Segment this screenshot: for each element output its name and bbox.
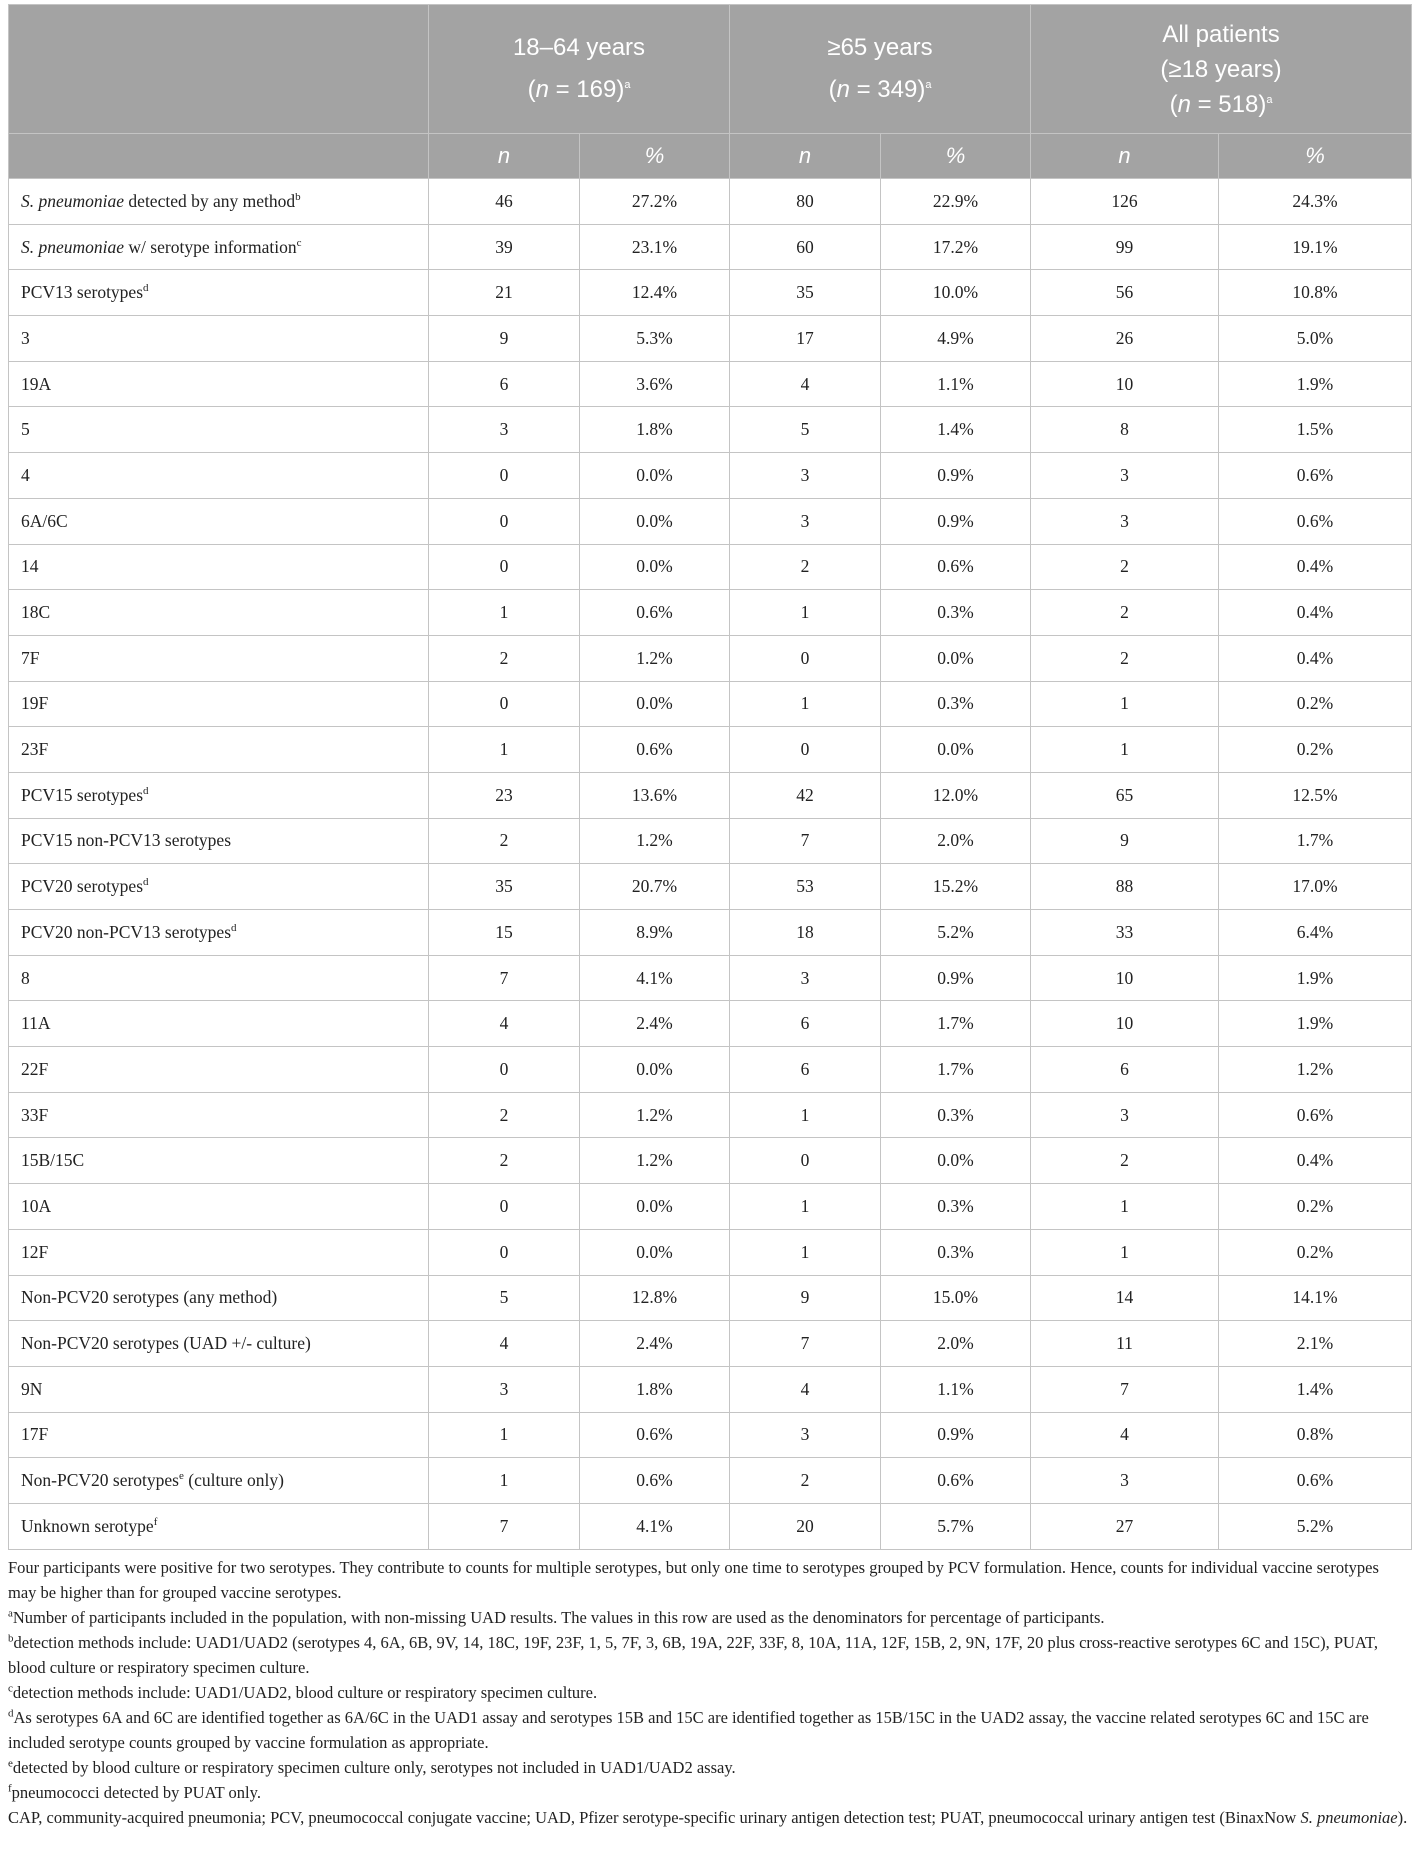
cell-percent: 1.2%: [580, 1092, 730, 1138]
cell-count: 23: [429, 772, 580, 818]
cell-percent: 0.3%: [881, 681, 1031, 727]
row-label: 3: [9, 316, 429, 362]
footnote-d: $^d$As serotypes 6A and 6C are identified together as 6A/6C in the UAD1 assay and serotypes 15B and 15C are identified together as 15B/15C in the UAD2 assay, the vaccine related serotypes 6C and 15C are included serotype counts grouped by vaccine formulation as appropriate.: [8, 1707, 1369, 1752]
cell-percent: 17.0%: [1219, 864, 1412, 910]
footnote-b: $^b$detection methods include: UAD1/UAD2 (serotypes 4, 6A, 6B, 9V, 14, 18C, 19F, 23F, 1, 5, 7F, 3, 6B, 19A, 22F, 33F, 8, 10A, 11A, 12F, 15B, 2, 9N, 17F, 20 plus cross-reactive serotypes 6C and 15C), PUAT, blood culture or respiratory specimen culture.: [8, 1632, 1378, 1677]
cell-percent: 0.6%: [1219, 498, 1412, 544]
table-row: [9, 635, 1412, 681]
cell-count: 4: [730, 361, 881, 407]
table-row: [9, 453, 1412, 499]
cell-count: 0: [429, 1047, 580, 1093]
cell-count: 4: [730, 1366, 881, 1412]
cell-count: 27: [1031, 1503, 1219, 1549]
cell-percent: 4.1%: [580, 955, 730, 1001]
table-row: [9, 1321, 1412, 1367]
cell-count: 1: [429, 1458, 580, 1504]
cell-percent: 0.6%: [580, 1412, 730, 1458]
cell-count: 20: [730, 1503, 881, 1549]
cell-percent: 0.6%: [580, 1458, 730, 1504]
row-label: 4: [9, 453, 429, 499]
row-label: S. pneumoniae w/ serotype information$^c$: [9, 224, 429, 270]
footnote-c: $^c$detection methods include: UAD1/UAD2, blood culture or respiratory specimen culture.: [8, 1682, 598, 1702]
cell-percent: 0.9%: [881, 453, 1031, 499]
cell-percent: 1.7%: [881, 1047, 1031, 1093]
cell-count: 3: [730, 1412, 881, 1458]
cell-count: 0: [429, 498, 580, 544]
row-label: 17F: [9, 1412, 429, 1458]
cell-count: 2: [429, 1092, 580, 1138]
cell-percent: 10.8%: [1219, 270, 1412, 316]
cell-percent: 0.2%: [1219, 681, 1412, 727]
table-row: [9, 1458, 1412, 1504]
table-row: [9, 1092, 1412, 1138]
cell-percent: 1.2%: [580, 818, 730, 864]
cell-percent: 1.9%: [1219, 361, 1412, 407]
cell-percent: 20.7%: [580, 864, 730, 910]
cell-percent: 17.2%: [881, 224, 1031, 270]
cell-count: 2: [730, 1458, 881, 1504]
cell-percent: 0.0%: [580, 681, 730, 727]
cell-count: 7: [730, 818, 881, 864]
cell-count: 1: [1031, 1229, 1219, 1275]
table-row: [9, 1503, 1412, 1549]
cell-percent: 0.3%: [881, 590, 1031, 636]
table-row: [9, 270, 1412, 316]
cell-percent: 0.0%: [881, 635, 1031, 681]
table-row: [9, 407, 1412, 453]
cell-count: 1: [730, 681, 881, 727]
row-label: 9N: [9, 1366, 429, 1412]
cell-percent: 0.4%: [1219, 544, 1412, 590]
cell-count: 35: [429, 864, 580, 910]
table-row: [9, 1366, 1412, 1412]
group-header-row: [9, 5, 1412, 134]
cell-percent: 2.1%: [1219, 1321, 1412, 1367]
cell-count: 10: [1031, 1001, 1219, 1047]
cell-percent: 0.0%: [580, 453, 730, 499]
subheader-pct: %: [1219, 134, 1412, 179]
cell-percent: 24.3%: [1219, 179, 1412, 225]
cell-count: 6: [730, 1047, 881, 1093]
table-body: [9, 179, 1412, 1550]
row-label: PCV20 serotypes$^d$: [9, 864, 429, 910]
table-row: [9, 590, 1412, 636]
cell-count: 4: [429, 1321, 580, 1367]
table-row: [9, 727, 1412, 773]
cell-count: 6: [429, 361, 580, 407]
cell-percent: 0.9%: [881, 498, 1031, 544]
cell-count: 0: [429, 453, 580, 499]
cell-percent: 1.2%: [580, 1138, 730, 1184]
row-label: Non-PCV20 serotypes$^e$ (culture only): [9, 1458, 429, 1504]
header-all-patients: All patients (≥18 years) (n = 518)$^a$: [1031, 5, 1412, 134]
cell-percent: 1.2%: [1219, 1047, 1412, 1093]
cell-percent: 0.9%: [881, 1412, 1031, 1458]
cell-count: 2: [1031, 590, 1219, 636]
cell-count: 3: [730, 453, 881, 499]
cell-percent: 22.9%: [881, 179, 1031, 225]
row-label: 8: [9, 955, 429, 1001]
row-label: S. pneumoniae detected by any method$^b$: [9, 179, 429, 225]
cell-percent: 12.0%: [881, 772, 1031, 818]
cell-percent: 1.8%: [580, 407, 730, 453]
table-row: [9, 681, 1412, 727]
header-65-plus: ≥65 years (n = 349)$^a$: [730, 5, 1031, 134]
cell-percent: 14.1%: [1219, 1275, 1412, 1321]
cell-count: 10: [1031, 955, 1219, 1001]
row-label: 7F: [9, 635, 429, 681]
cell-count: 1: [429, 1412, 580, 1458]
cell-percent: 1.7%: [881, 1001, 1031, 1047]
cell-count: 15: [429, 910, 580, 956]
cell-percent: 3.6%: [580, 361, 730, 407]
footnote-intro: Four participants were positive for two serotypes. They contribute to counts for multiple serotypes, but only one time to serotypes grouped by PCV formulation. Hence, counts for individual vaccine serotypes may be higher than for grouped vaccine serotypes.: [8, 1558, 1379, 1602]
cell-percent: 0.0%: [580, 1047, 730, 1093]
cell-count: 26: [1031, 316, 1219, 362]
row-label: PCV15 non-PCV13 serotypes: [9, 818, 429, 864]
table-row: [9, 1275, 1412, 1321]
table-footnotes: [8, 1555, 1408, 1830]
cell-percent: 0.3%: [881, 1229, 1031, 1275]
cell-count: 53: [730, 864, 881, 910]
cell-percent: 1.4%: [881, 407, 1031, 453]
cell-count: 1: [1031, 727, 1219, 773]
cell-count: 0: [429, 681, 580, 727]
row-label: Non-PCV20 serotypes (UAD +/- culture): [9, 1321, 429, 1367]
cell-percent: 1.8%: [580, 1366, 730, 1412]
cell-percent: 1.5%: [1219, 407, 1412, 453]
cell-count: 14: [1031, 1275, 1219, 1321]
cell-count: 2: [429, 635, 580, 681]
cell-count: 8: [1031, 407, 1219, 453]
cell-count: 9: [429, 316, 580, 362]
table-row: [9, 818, 1412, 864]
cell-percent: 5.3%: [580, 316, 730, 362]
row-label: 10A: [9, 1184, 429, 1230]
cell-count: 10: [1031, 361, 1219, 407]
table-row: [9, 179, 1412, 225]
cell-count: 6: [730, 1001, 881, 1047]
cell-percent: 0.3%: [881, 1092, 1031, 1138]
cell-percent: 0.2%: [1219, 1229, 1412, 1275]
table-row: [9, 1047, 1412, 1093]
footnote-a: $^a$Number of participants included in the population, with non-missing UAD results. The values in this row are used as the denominators for percentage of participants.: [8, 1607, 1105, 1627]
row-label: 19A: [9, 361, 429, 407]
cell-count: 7: [1031, 1366, 1219, 1412]
cell-count: 65: [1031, 772, 1219, 818]
cell-percent: 1.1%: [881, 361, 1031, 407]
cell-percent: 1.7%: [1219, 818, 1412, 864]
cell-count: 126: [1031, 179, 1219, 225]
row-label: PCV13 serotypes$^d$: [9, 270, 429, 316]
header-blank: [9, 5, 429, 134]
cell-count: 1: [429, 590, 580, 636]
cell-percent: 1.4%: [1219, 1366, 1412, 1412]
cell-percent: 10.0%: [881, 270, 1031, 316]
subheader-n: n: [429, 134, 580, 179]
cell-count: 3: [429, 407, 580, 453]
table-row: [9, 361, 1412, 407]
cell-count: 0: [429, 1229, 580, 1275]
cell-count: 9: [1031, 818, 1219, 864]
cell-percent: 2.4%: [580, 1001, 730, 1047]
cell-count: 18: [730, 910, 881, 956]
cell-percent: 0.2%: [1219, 1184, 1412, 1230]
footnote-e: $^e$detected by blood culture or respiratory specimen culture only, serotypes not included in UAD1/UAD2 assay.: [8, 1757, 736, 1777]
cell-count: 4: [429, 1001, 580, 1047]
cell-count: 3: [730, 955, 881, 1001]
cell-percent: 0.6%: [580, 590, 730, 636]
cell-percent: 19.1%: [1219, 224, 1412, 270]
cell-percent: 2.0%: [881, 1321, 1031, 1367]
cell-count: 17: [730, 316, 881, 362]
cell-count: 39: [429, 224, 580, 270]
footnote-f: $^f$pneumococci detected by PUAT only.: [8, 1782, 261, 1802]
cell-count: 0: [730, 727, 881, 773]
cell-percent: 15.0%: [881, 1275, 1031, 1321]
cell-count: 7: [730, 1321, 881, 1367]
row-label: 22F: [9, 1047, 429, 1093]
cell-count: 88: [1031, 864, 1219, 910]
cell-count: 3: [730, 498, 881, 544]
table-row: [9, 224, 1412, 270]
cell-count: 9: [730, 1275, 881, 1321]
cell-percent: 0.2%: [1219, 727, 1412, 773]
row-label: 33F: [9, 1092, 429, 1138]
cell-count: 4: [1031, 1412, 1219, 1458]
cell-percent: 1.1%: [881, 1366, 1031, 1412]
cell-percent: 5.0%: [1219, 316, 1412, 362]
cell-count: 3: [1031, 1092, 1219, 1138]
cell-count: 2: [1031, 1138, 1219, 1184]
table-row: [9, 544, 1412, 590]
table-row: [9, 1184, 1412, 1230]
table-row: [9, 910, 1412, 956]
row-label: Non-PCV20 serotypes (any method): [9, 1275, 429, 1321]
cell-count: 21: [429, 270, 580, 316]
cell-count: 2: [1031, 544, 1219, 590]
cell-count: 46: [429, 179, 580, 225]
cell-percent: 0.0%: [580, 1229, 730, 1275]
cell-count: 42: [730, 772, 881, 818]
cell-count: 5: [429, 1275, 580, 1321]
footnote-abbreviations: CAP, community-acquired pneumonia; PCV, pneumococcal conjugate vaccine; UAD, Pfizer serotype-specific urinary antigen detection test; PUAT, pneumococcal urinary antigen test (BinaxNow S. pneumoniae).: [8, 1808, 1408, 1827]
cell-count: 1: [730, 590, 881, 636]
table-row: [9, 316, 1412, 362]
cell-percent: 13.6%: [580, 772, 730, 818]
cell-percent: 1.9%: [1219, 1001, 1412, 1047]
cell-count: 0: [429, 1184, 580, 1230]
row-label: 12F: [9, 1229, 429, 1275]
cell-count: 1: [1031, 1184, 1219, 1230]
cell-percent: 5.7%: [881, 1503, 1031, 1549]
cell-count: 1: [730, 1184, 881, 1230]
cell-percent: 2.0%: [881, 818, 1031, 864]
cell-count: 2: [429, 818, 580, 864]
cell-percent: 0.6%: [1219, 1458, 1412, 1504]
cell-percent: 0.6%: [1219, 1092, 1412, 1138]
table-row: [9, 955, 1412, 1001]
cell-count: 11: [1031, 1321, 1219, 1367]
cell-percent: 23.1%: [580, 224, 730, 270]
cell-percent: 5.2%: [881, 910, 1031, 956]
row-label: 6A/6C: [9, 498, 429, 544]
cell-percent: 0.0%: [580, 1184, 730, 1230]
cell-count: 3: [1031, 453, 1219, 499]
cell-percent: 6.4%: [1219, 910, 1412, 956]
cell-percent: 0.0%: [580, 544, 730, 590]
row-label: 19F: [9, 681, 429, 727]
cell-percent: 0.4%: [1219, 635, 1412, 681]
cell-count: 3: [429, 1366, 580, 1412]
cell-percent: 12.8%: [580, 1275, 730, 1321]
cell-count: 3: [1031, 1458, 1219, 1504]
cell-percent: 0.4%: [1219, 590, 1412, 636]
row-label: PCV15 serotypes$^d$: [9, 772, 429, 818]
cell-percent: 0.6%: [881, 1458, 1031, 1504]
cell-percent: 0.4%: [1219, 1138, 1412, 1184]
cell-percent: 27.2%: [580, 179, 730, 225]
cell-percent: 0.6%: [580, 727, 730, 773]
cell-count: 3: [1031, 498, 1219, 544]
cell-percent: 0.6%: [881, 544, 1031, 590]
cell-percent: 5.2%: [1219, 1503, 1412, 1549]
row-label: 15B/15C: [9, 1138, 429, 1184]
cell-percent: 12.5%: [1219, 772, 1412, 818]
header-18-64: 18–64 years (n = 169)$^a$: [429, 5, 730, 134]
cell-count: 2: [429, 1138, 580, 1184]
row-label: 11A: [9, 1001, 429, 1047]
table-row: [9, 772, 1412, 818]
table-row: [9, 864, 1412, 910]
table-row: [9, 1001, 1412, 1047]
row-label: 5: [9, 407, 429, 453]
cell-percent: 0.0%: [580, 498, 730, 544]
cell-count: 1: [730, 1229, 881, 1275]
cell-count: 1: [1031, 681, 1219, 727]
cell-percent: 12.4%: [580, 270, 730, 316]
table-row: [9, 1229, 1412, 1275]
cell-count: 2: [1031, 635, 1219, 681]
subheader-n: n: [1031, 134, 1219, 179]
cell-count: 33: [1031, 910, 1219, 956]
cell-count: 60: [730, 224, 881, 270]
cell-percent: 0.0%: [881, 727, 1031, 773]
subheader-pct: %: [881, 134, 1031, 179]
cell-percent: 0.9%: [881, 955, 1031, 1001]
cell-count: 80: [730, 179, 881, 225]
subheader-blank: [9, 134, 429, 179]
cell-count: 99: [1031, 224, 1219, 270]
cell-percent: 4.9%: [881, 316, 1031, 362]
cell-count: 0: [730, 635, 881, 681]
row-label: 23F: [9, 727, 429, 773]
table-row: [9, 498, 1412, 544]
table-row: [9, 1138, 1412, 1184]
cell-count: 0: [429, 544, 580, 590]
cell-percent: 2.4%: [580, 1321, 730, 1367]
cell-count: 7: [429, 1503, 580, 1549]
cell-count: 35: [730, 270, 881, 316]
subheader-n: n: [730, 134, 881, 179]
serotype-table: [8, 4, 1412, 1550]
cell-count: 1: [730, 1092, 881, 1138]
cell-percent: 4.1%: [580, 1503, 730, 1549]
subheader-row: [9, 134, 1412, 179]
cell-percent: 8.9%: [580, 910, 730, 956]
row-label: Unknown serotype$^f$: [9, 1503, 429, 1549]
cell-count: 7: [429, 955, 580, 1001]
subheader-pct: %: [580, 134, 730, 179]
cell-count: 5: [730, 407, 881, 453]
table-row: [9, 1412, 1412, 1458]
cell-percent: 0.8%: [1219, 1412, 1412, 1458]
row-label: 14: [9, 544, 429, 590]
cell-count: 0: [730, 1138, 881, 1184]
cell-count: 1: [429, 727, 580, 773]
cell-percent: 0.3%: [881, 1184, 1031, 1230]
cell-count: 56: [1031, 270, 1219, 316]
cell-percent: 15.2%: [881, 864, 1031, 910]
cell-count: 6: [1031, 1047, 1219, 1093]
cell-percent: 1.2%: [580, 635, 730, 681]
cell-percent: 0.0%: [881, 1138, 1031, 1184]
row-label: 18C: [9, 590, 429, 636]
row-label: PCV20 non-PCV13 serotypes$^d$: [9, 910, 429, 956]
cell-percent: 0.6%: [1219, 453, 1412, 499]
cell-percent: 1.9%: [1219, 955, 1412, 1001]
cell-count: 2: [730, 544, 881, 590]
